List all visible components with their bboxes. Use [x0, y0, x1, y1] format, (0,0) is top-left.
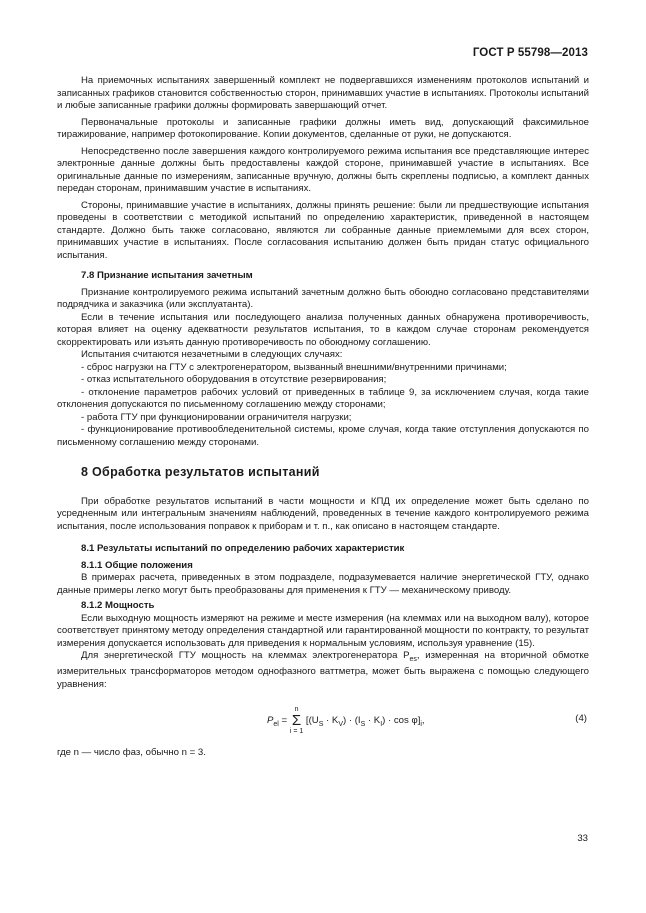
paragraph: При обработке результатов испытаний в части мощности и КПД их определение может быть сделано по усредненным или интегральным значениям наблюдений, проведенных в течение каждого контролируемого режима испытания, после использования поправок к приборам и т. п., как описано в настоящем стандарте. [57, 495, 589, 532]
paragraph: Испытания считаются незачетными в следующих случаях: [81, 349, 343, 360]
paragraph: На приемочных испытаниях завершенный комплект не подвергавшихся изменениям протоколов испытаний и записанных графиков становится собственностью сторон, принимавших участие в испытаниях. Протоколы испытаний и любые записанные графики должны формировать завершающий отчет. [57, 75, 589, 111]
text-fragment: , измеренная на вторичной обмотке измерительных трансформаторов методом однофазного ваттметра, может быть выражена с помощью следующего уравнения: [57, 650, 589, 690]
standard-header: ГОСТ Р 55798—2013 [472, 47, 588, 59]
paragraph: Первоначальные протоколы и записанные графики должны иметь вид, допускающий факсимильное тиражирование, например фотокопирование. Копии документов, сделанные от руки, не допускаются. [57, 116, 589, 140]
paragraph: Непосредственно после завершения каждого контролируемого режима испытания все представляющие интерес электронные данные должны быть предоставлены каждой стороне, принимавшей участие в испытаниях. Все оригинальные данные по измерениям, записанные вручную, должны быть скреплены подписью, а комплект данных передан сторонам, принимавшим участие в испытаниях. [57, 145, 589, 194]
list-item: - работа ГТУ при функционировании ограничителя нагрузки; [81, 411, 352, 423]
paragraph: где n — число фаз, обычно n = 3. [57, 747, 206, 759]
document-body [57, 75, 589, 760]
subscript: es [409, 655, 417, 663]
sum-operator: n Σ i = 1 [289, 706, 304, 736]
sum-lower: i = 1 [289, 728, 304, 736]
eq-lhs-sub: el [273, 721, 279, 729]
paragraph: Стороны, принимавшие участие в испытаниях, должны принять решение: были ли предшествующие испытания проведены в соответствии с методикой испытаний по определению характеристик, приведенной в настоящем стандарте. Должно быть также согласовано, являются ли собранные данные приемлемыми для всех сторон, принимавших участие в испытаниях. После согласования испытанию должен быть придан статус официального испытания. [57, 199, 589, 261]
list-item: - отказ испытательного оборудования в отсутствие резервирования; [81, 374, 387, 385]
section-heading-8-1-2: 8.1.2 Мощность [81, 600, 155, 611]
list-item: - функционирование противообледенительной системы, кроме случая, когда такие отступления допускаются по письменному соглашению между сторонами. [57, 424, 589, 448]
list-item: - отклонение параметров рабочих условий от приведенных в таблице 9, за исключением случая, когда такие отклонения допускаются по письменному соглашению между сторонами; [57, 386, 589, 410]
equation-4 [57, 701, 589, 741]
list-item: - сброс нагрузки на ГТУ с электрогенератором, вызванный внешними/внутренними причинами; [81, 361, 507, 373]
page-number: 33 [577, 833, 588, 844]
section-heading-8-1: 8.1 Результаты испытаний по определению рабочих характеристик [81, 543, 405, 554]
paragraph: Признание контролируемого режима испытаний зачетным должно быть обоюдно согласовано представителями подрядчика и заказчика (или эксплуатанта). [57, 286, 589, 310]
section-heading-8: 8 Обработка результатов испытаний [81, 465, 320, 479]
paragraph [57, 650, 589, 691]
paragraph: Если в течение испытания или последующего анализа полученных данных обнаружена противоречивость, которая влияет на оценку адекватности результатов испытания, то в каждом случае сторонам рекомендуется скорректировать или изъять данную противоречивость по обоюдному соглашению. [57, 311, 589, 348]
equation-formula: $P_{el}$ = n Σ i = 1 $[(U_S \cdot K_V) \cdot (I_S \cdot K_I) \cdot \cos \varphi]_i$, [267, 706, 425, 736]
sum-upper: n [294, 706, 299, 714]
text-fragment: Для энергетической ГТУ мощность на клеммах электрогенератора P [81, 650, 410, 661]
eq-body: [(U [305, 715, 319, 727]
section-heading-7-8: 7.8 Признание испытания зачетным [81, 270, 253, 281]
equation-number: (4) [575, 713, 587, 725]
paragraph: В примерах расчета, приведенных в этом подразделе, подразумевается наличие энергетической ГТУ, однако данные примеры легко могут быть преобразованы для применения к ГТУ — механическому приводу. [57, 572, 589, 596]
eq-lhs: P [267, 715, 274, 727]
section-heading-8-1-1: 8.1.1 Общие положения [81, 559, 193, 571]
paragraph: Если выходную мощность измеряют на режиме и месте измерения (на клеммах или на выходном валу), которое соответствует принятому методу определения стандартной или гарантированной мощности по контракту, то результат измерения допускается использовать для приведения к нормальным условиям, используя уравнение (15). [57, 612, 589, 649]
